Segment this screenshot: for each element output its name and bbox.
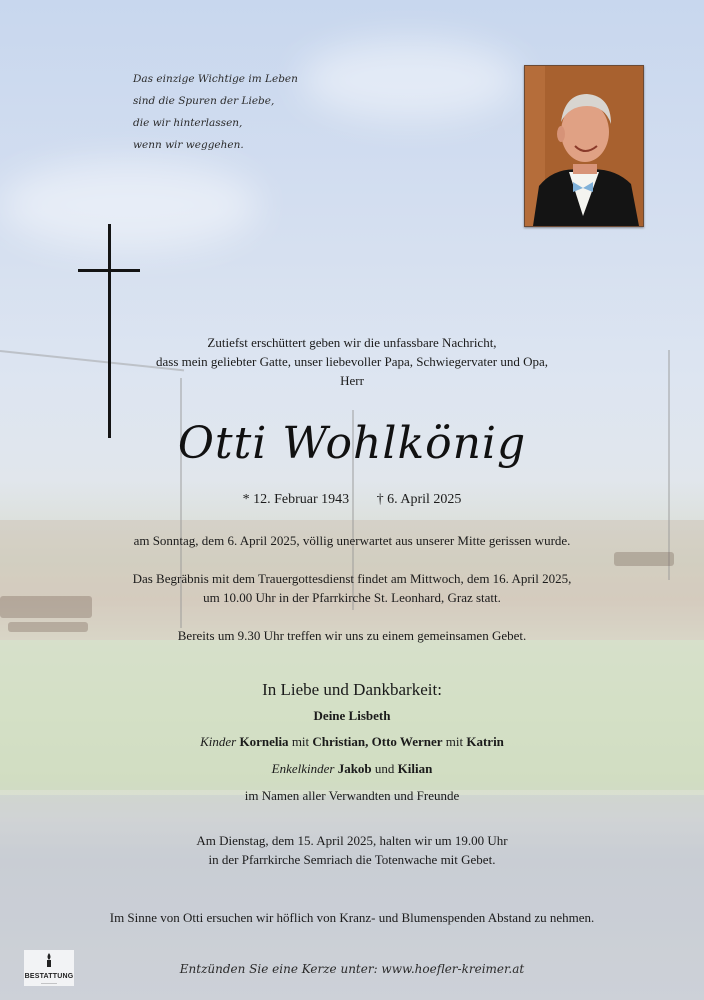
cross-icon-bar <box>78 269 140 272</box>
death-date: † 6. April 2025 <box>376 492 462 507</box>
prayer-info: Bereits um 9.30 Uhr treffen wir uns zu einem gemeinsamen Gebet. <box>177 628 527 643</box>
vigil-line: Am Dienstag, dem 15. April 2025, halten wir um 19.00 Uhr <box>196 833 508 848</box>
candle-link[interactable]: Entzünden Sie eine Kerze unter: www.hoefler-kreimer.at <box>179 962 525 976</box>
vigil-line: in der Pfarrkirche Semriach die Totenwache mit Gebet. <box>208 852 496 867</box>
life-dates <box>0 492 704 508</box>
birth-date: * 12. Februar 1943 <box>242 492 350 507</box>
memorial-quote <box>133 68 298 156</box>
background-cloud <box>300 40 520 120</box>
children-label: Kinder <box>200 734 237 749</box>
portrait-photo <box>524 65 644 227</box>
child-name: Kornelia <box>239 734 289 749</box>
vigil-info <box>0 831 704 869</box>
flower-request: Im Sinne von Otti ersuchen wir höflich von Kranz- und Blumenspenden Abstand zu nehmen. <box>109 910 595 925</box>
grandchild-name: Jakob <box>337 761 372 776</box>
background-bench <box>614 552 674 566</box>
logo-text: BESTATTUNG <box>24 973 74 980</box>
spouse-name: Deine Lisbeth <box>313 708 391 723</box>
and-word: und <box>374 761 395 776</box>
funeral-line: Das Begräbnis mit dem Trauergottesdienst findet am Mittwoch, dem 16. April 2025, <box>132 571 572 586</box>
funeral-info <box>0 569 704 607</box>
children-line <box>0 734 704 750</box>
quote-line: sind die Spuren der Liebe, <box>133 95 275 107</box>
intro-line: Herr <box>340 373 364 388</box>
grandchildren-label: Enkelkinder <box>271 761 335 776</box>
logo-subtext: ———— <box>41 980 57 985</box>
intro-line: Zutiefst erschüttert geben wir die unfassbare Nachricht, <box>207 335 497 350</box>
grandchildren-line <box>0 761 704 777</box>
announcement-intro <box>0 333 704 390</box>
quote-line: die wir hinterlassen, <box>133 117 243 129</box>
partner-names: Christian, Otto Werner <box>312 734 443 749</box>
funeral-line: um 10.00 Uhr in der Pfarrkirche St. Leonhard, Graz statt. <box>203 590 501 605</box>
passing-text: am Sonntag, dem 6. April 2025, völlig unerwartet aus unserer Mitte gerissen wurde. <box>133 533 571 548</box>
quote-line: wenn wir weggehen. <box>133 139 244 151</box>
with-word: mit <box>291 734 310 749</box>
relatives-line: im Namen aller Verwandten und Freunde <box>244 788 460 803</box>
partner-name: Katrin <box>466 734 504 749</box>
intro-line: dass mein geliebter Gatte, unser liebevoller Papa, Schwiegervater und Opa, <box>155 354 549 369</box>
thanks-title: In Liebe und Dankbarkeit: <box>262 680 442 699</box>
with-word: mit <box>445 734 464 749</box>
quote-line: Das einzige Wichtige im Leben <box>133 73 298 85</box>
cross-icon <box>108 224 111 438</box>
deceased-name: Otti Wohlkönig <box>177 418 527 469</box>
grandchild-name: Kilian <box>397 761 433 776</box>
portrait-illustration <box>525 66 643 226</box>
background-cloud <box>0 160 260 250</box>
